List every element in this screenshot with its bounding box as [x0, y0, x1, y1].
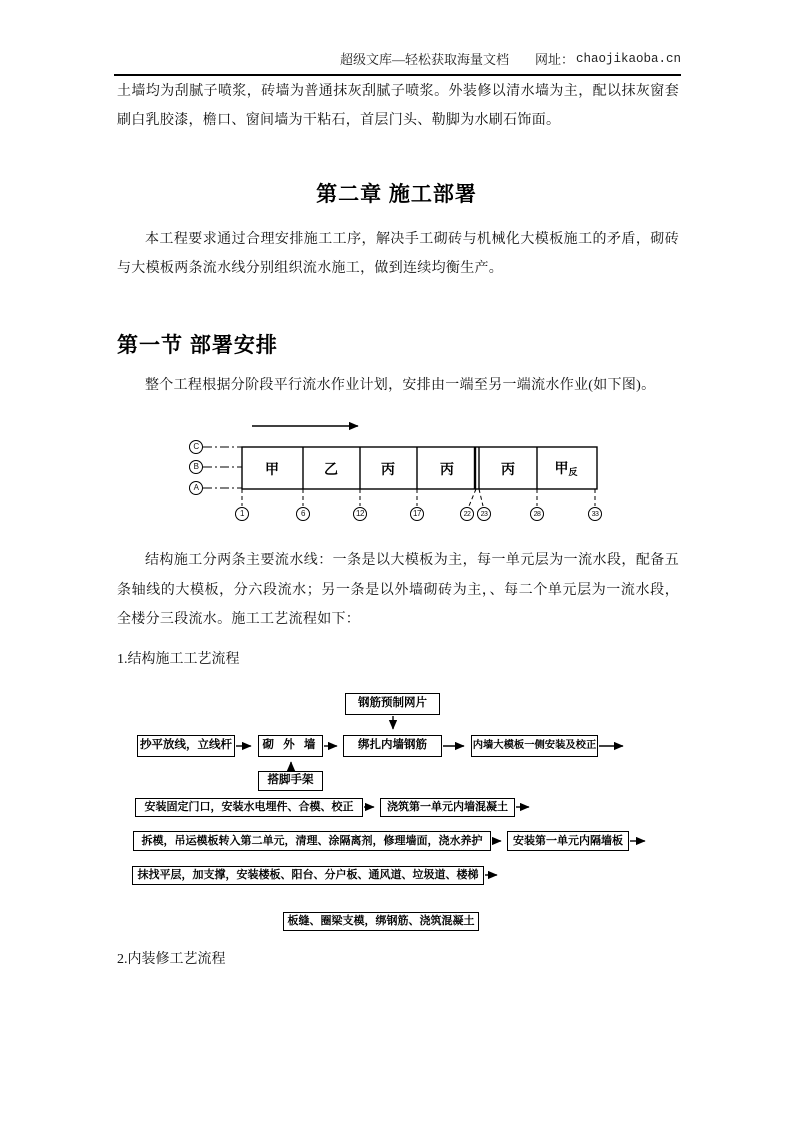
flow-box-install-door: 安装固定门口，安装水电埋件、合模、校正: [135, 798, 363, 817]
flow-box-pour-concrete: 浇筑第一单元内墙混凝土: [380, 798, 515, 817]
section-cell-label: 丙: [501, 461, 515, 477]
axis-col-badge-23: 23: [477, 507, 491, 521]
paragraph-section-intro: 整个工程根据分阶段平行流水作业计划，安排由一端至另一端流水作业(如下图)。: [145, 378, 656, 393]
header-url: chaojikaoba.cn: [575, 52, 681, 66]
flow-box-strip-form: 拆模，吊运模板转入第二单元，清理、涂隔离剂，修理墙面，浇水养护: [133, 831, 491, 851]
axis-col-badge-28: 28: [530, 507, 544, 521]
section-cell-label: 丙: [440, 461, 454, 477]
header-url-group: [535, 51, 681, 68]
axis-col-badge-17: 17: [410, 507, 424, 521]
flow-box-prefab-mesh: 钢筋预制网片: [345, 693, 440, 715]
section-cell-label: 丙: [381, 461, 395, 477]
section-cell-label-jia-fan: 甲$_反$: [554, 460, 578, 477]
header-brand: 超级文库—轻松获取海量文档: [339, 52, 509, 67]
flow-box-ring-beam: 板缝、圈梁支模，绑钢筋、浇筑混凝土: [283, 912, 479, 931]
axis-col-badge-6: 6: [296, 507, 310, 521]
section-title: 第一节 部署安排: [117, 334, 278, 357]
axis-row-badge-a: A: [189, 481, 203, 495]
section-cell-label: 乙: [324, 461, 338, 477]
paragraph-flow-description: 结构施工分两条主要流水线：一条是以大模板为主，每一单元层为一流水段，配备五条轴线的大模板，分六段流水；另一条是以外墙砌砖为主，、每二个单元层为一流水段，全楼分三段流水。施工工艺流程如下：: [117, 553, 679, 627]
paragraph-chapter-intro: 本工程要求通过合理安排施工工序，解决手工砌砖与机械化大模板施工的矛盾，砌砖与大模板两条流水线分别组织流水施工，做到连续均衡生产。: [117, 232, 679, 276]
axis-row-badge-c: C: [189, 440, 203, 454]
header-rule: [114, 74, 681, 76]
header-url-label: 网址：: [534, 52, 574, 67]
paragraph-wall-finish: 土墙均为刮腻子喷浆，砖墙为普通抹灰刮腻子喷浆。外装修以清水墙为主，配以抹灰窗套刷白乳胶漆，檐口、窗间墙为干粘石，首层门头、勒脚为水刷石饰面。: [117, 84, 679, 128]
axis-col-badge-22: 22: [460, 507, 474, 521]
flow-box-layout-line: 抄平放线，立线杆: [137, 735, 235, 757]
axis-row-badge-b: B: [189, 460, 203, 474]
axis-col-badge-33: 33: [588, 507, 602, 521]
list1-heading: 1.结构施工工艺流程: [117, 652, 240, 667]
flow-box-formwork: 内墙大模板一侧安装及校正: [471, 735, 598, 757]
flow-box-level-screed: 抹找平层，加支撑，安装楼板、阳台、分户板、通风道、垃圾道、楼梯: [132, 866, 484, 885]
flow-box-tie-rebar: 绑扎内墙钢筋: [343, 735, 442, 757]
axis-col-badge-12: 12: [353, 507, 367, 521]
flow-box-partition: 安装第一单元内隔墙板: [507, 831, 629, 851]
section-diagram-lines: [203, 426, 597, 506]
axis-col-badge-1: 1: [235, 507, 249, 521]
flow-box-exterior-wall: 砌 外 墙: [258, 735, 323, 757]
list2-heading: 2.内装修工艺流程: [117, 952, 226, 967]
page-header: [340, 51, 681, 68]
section-cell-label: 甲: [265, 461, 279, 477]
chapter-title: 第二章 施工部署: [316, 183, 477, 206]
flow-box-scaffold: 搭脚手架: [258, 771, 323, 791]
